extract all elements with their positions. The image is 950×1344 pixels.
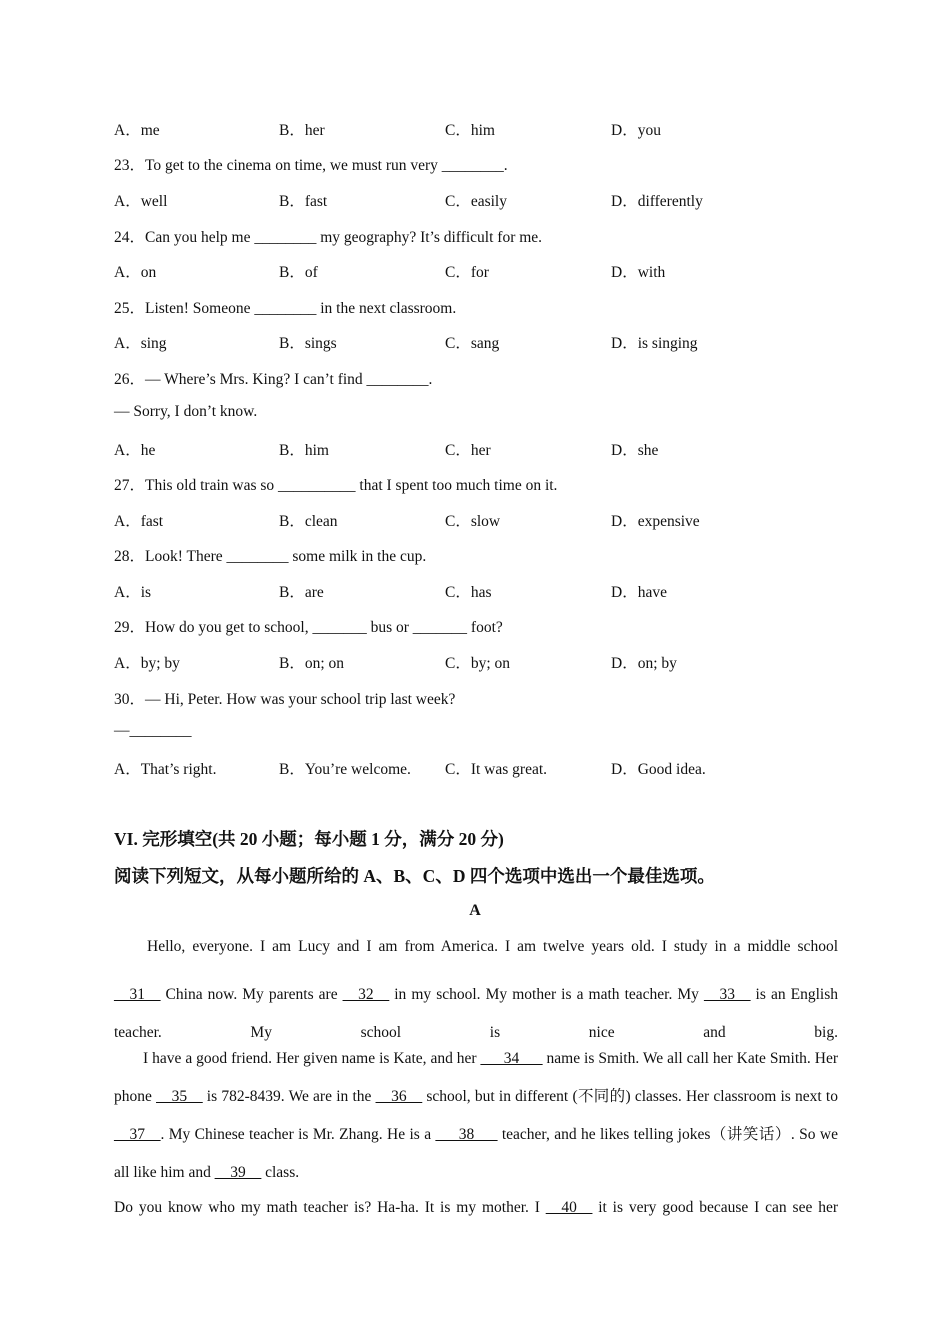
q23-option-c: C．easily: [445, 193, 507, 210]
q25-option-a: A．sing: [114, 335, 167, 352]
p1-text-4: is an English teacher. My school is nice and big.: [114, 986, 838, 1041]
q29-option-b: B．on; on: [279, 655, 345, 672]
q27-option-a: A．fast: [114, 513, 164, 530]
q28-stem: 28．Look! There ________ some milk in the cup.: [114, 548, 427, 565]
q30-reply: —________: [114, 722, 192, 739]
blank-37: __37__: [114, 1126, 161, 1143]
q24-option-d: D．with: [611, 264, 666, 281]
q25-option-b: B．sings: [279, 335, 337, 352]
q27-option-d: D．expensive: [611, 513, 700, 530]
blank-31: __31__: [114, 986, 161, 1003]
q26-stem: 26．— Where’s Mrs. King? I can’t find ________.: [114, 371, 433, 388]
q23-option-d: D．differently: [611, 193, 703, 210]
p1-text-3: in my school. My mother is a math teacher. My: [389, 986, 704, 1003]
blank-40: __40__: [545, 1199, 593, 1216]
q30-stem: 30．— Hi, Peter. How was your school trip last week?: [114, 691, 456, 708]
q26-option-a: A．he: [114, 442, 156, 459]
blank-35: __35__: [156, 1088, 203, 1105]
q24-option-b: B．of: [279, 264, 318, 281]
p2-text-3: is 782-8439. We are in the: [202, 1088, 376, 1105]
q25-stem: 25．Listen! Someone ________ in the next classroom.: [114, 300, 457, 317]
passage-label: A: [469, 902, 481, 919]
q28-option-b: B．are: [279, 584, 324, 601]
q26-reply: — Sorry, I don’t know.: [114, 403, 258, 420]
section-instruction: 阅读下列短文，从每小题所给的 A、B、C、D 四个选项中选出一个最佳选项。: [114, 866, 715, 886]
p1-text-1: Hello, everyone. I am Lucy and I am from America. I am twelve years old. I study in a middle school: [147, 938, 838, 955]
q30-option-d: D．Good idea.: [611, 761, 706, 778]
q30-option-a: A．That’s right.: [114, 761, 217, 778]
q29-option-c: C．by; on: [445, 655, 511, 672]
q23-stem: 23．To get to the cinema on time, we must run very ________.: [114, 157, 508, 174]
q22-option-d: D．you: [611, 122, 661, 139]
blank-36: __36__: [375, 1088, 423, 1105]
p1-text-2: China now. My parents are: [160, 986, 343, 1003]
p2-text-6: teacher, and he likes telling jokes（讲笑话）. So we all like him and: [114, 1126, 838, 1181]
q25-option-d: D．is singing: [611, 335, 698, 352]
q26-option-b: B．him: [279, 442, 329, 459]
blank-34: ___34___: [480, 1050, 543, 1067]
blank-39: __39__: [214, 1164, 262, 1181]
blank-32: __32__: [342, 986, 390, 1003]
p3-text-2: it is very good because I can see her: [592, 1199, 839, 1216]
q27-stem: 27．This old train was so __________ that I spent too much time on it.: [114, 477, 558, 494]
p2-text-4: school, but in different (不同的) classes. Her classroom is next to: [422, 1088, 838, 1105]
q24-option-c: C．for: [445, 264, 489, 281]
q28-option-a: A．is: [114, 584, 152, 601]
q29-option-d: D．on; by: [611, 655, 677, 672]
passage-p3: [114, 1199, 838, 1217]
q24-option-a: A．on: [114, 264, 157, 281]
p2-text-5: . My Chinese teacher is Mr. Zhang. He is a: [160, 1126, 436, 1143]
q22-option-b: B．her: [279, 122, 325, 139]
q27-option-c: C．slow: [445, 513, 501, 530]
q22-option-a: A．me: [114, 122, 160, 139]
q23-option-a: A．well: [114, 193, 168, 210]
q28-option-c: C．has: [445, 584, 492, 601]
q25-option-c: C．sang: [445, 335, 500, 352]
p2-text-2: name is Smith. We all call her Kate Smith. Her phone: [114, 1050, 838, 1105]
q22-option-c: C．him: [445, 122, 495, 139]
blank-33: __33__: [703, 986, 751, 1003]
passage-p2: [114, 1040, 838, 1192]
passage-p1-line1: [147, 938, 838, 956]
q24-stem: 24．Can you help me ________ my geography? It’s difficult for me.: [114, 229, 543, 246]
q28-option-d: D．have: [611, 584, 667, 601]
q23-option-b: B．fast: [279, 193, 328, 210]
q29-stem: 29．How do you get to school, _______ bus or _______ foot?: [114, 619, 503, 636]
q30-option-c: C．It was great.: [445, 761, 548, 778]
q30-option-b: B．You’re welcome.: [279, 761, 411, 778]
q26-option-d: D．she: [611, 442, 659, 459]
q26-option-c: C．her: [445, 442, 491, 459]
section-title: VI. 完形填空(共 20 小题；每小题 1 分，满分 20 分): [114, 829, 504, 849]
p2-text-1: I have a good friend. Her given name is Kate, and her: [143, 1050, 481, 1067]
q27-option-b: B．clean: [279, 513, 338, 530]
p3-text-1: Do you know who my math teacher is? Ha-ha. It is my mother. I: [114, 1199, 546, 1216]
blank-38: ___38___: [435, 1126, 498, 1143]
q29-option-a: A．by; by: [114, 655, 180, 672]
p2-text-7: class.: [261, 1164, 300, 1181]
